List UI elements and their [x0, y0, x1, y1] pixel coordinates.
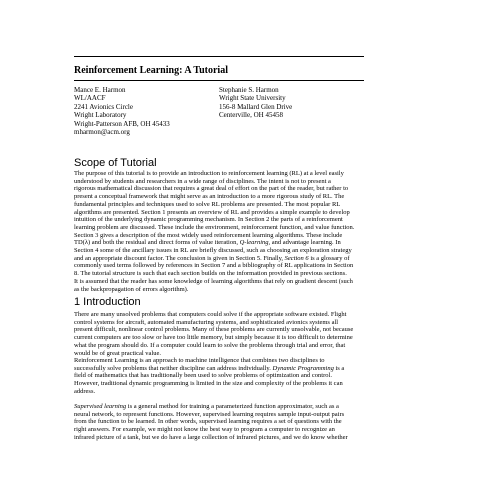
section-heading-introduction: 1 Introduction: [74, 296, 141, 308]
text-line: There are many unsolved problems that computers could solve if the appropriate software existed. Flight: [74, 311, 347, 318]
paragraph-intro-1: [74, 311, 434, 357]
paragraph-intro-2: [74, 357, 434, 396]
author-affiliation: Wright State University: [219, 94, 286, 103]
text-line: Supervised learning is a general method for training a parameterized function approximator, such as a: [74, 403, 339, 410]
text-line: neural network, to represent functions. However, supervised learning requires sample input-output pairs: [74, 410, 345, 418]
text-line: algorithms are presented. Section 1 presents an overview of RL and provides a simple example to develop: [74, 208, 350, 216]
text-line: field of mathematics that has traditionally been used to solve problems of optimization and control.: [74, 372, 332, 380]
text-line: TD(λ) and both the residual and direct forms of value iteration, Q-learning, and advantage learning. In: [74, 239, 341, 247]
text-line: learning problem are discussed. These include the environment, reinforcement function, and value function.: [74, 223, 355, 231]
text-line: commonly used terms followed by references in Section 7 and a bibliography of RL applications in Section: [74, 262, 354, 270]
text-line: Section 3 gives a description of the most widely used reinforcement learning algorithms. These include: [74, 231, 343, 239]
text-line: right answers. For example, we might not know the best way to program a computer to recognize an: [74, 426, 335, 434]
title-rule: [74, 80, 364, 81]
text-line: control systems for aircraft, automated manufacturing systems, and sophisticated avionics systems all: [74, 318, 339, 326]
author-name: Stephanie S. Harmon: [219, 86, 279, 94]
author-name: Mance E. Harmon: [74, 86, 126, 94]
text-line: 8. The tutorial structure is such that each section builds on the information provided in previous sections.: [74, 270, 347, 278]
text-line: address.: [74, 387, 96, 395]
text-line: rigorous mathematical discussion that requires a great deal of effort on the part of the reader, but rather to: [74, 185, 349, 193]
author-block-1: [74, 86, 170, 136]
author-affiliation: Wright Laboratory: [74, 111, 127, 120]
text-line: present difficult, nonlinear control problems. Many of these problems are currently unsolvable, not because: [74, 326, 354, 334]
author-address-line: 156-8 Mallard Glen Drive: [219, 102, 293, 111]
author-address-line: 2241 Avionics Circle: [74, 102, 133, 111]
text-line: understood by students and researchers in a wide range of disciplines. The intent is not to present a: [74, 177, 331, 185]
paragraph-intro-3: [74, 403, 434, 442]
author-affiliation: WL/AACF: [74, 94, 106, 103]
paper-title: Reinforcement Learning: A Tutorial: [74, 65, 228, 76]
text-line: as the backpropagation of errors algorithm).: [74, 285, 189, 293]
author-block-2: [219, 86, 292, 120]
author-email: mharmon@acm.org: [74, 128, 130, 137]
text-line: from the function to be learned. In other words, supervised learning requires a set of questions with the: [74, 418, 342, 426]
text-line: what the program should do. If a computer could learn to solve the problems through trial and error, that: [74, 341, 346, 349]
text-line: successfully solve problems that neither discipline can address individually. Dynamic Programming is a: [74, 364, 345, 372]
text-line: The purpose of this tutorial is to provide an introduction to reinforcement learning (RL) at a level easily: [74, 170, 344, 177]
top-rule: [74, 56, 364, 57]
text-line: infrared picture of a tank, but we do have a large collection of infrared pictures, and we do know whether: [74, 433, 348, 441]
section-heading-scope: Scope of Tutorial: [74, 157, 157, 169]
text-line: and an appropriate discount factor. The conclusion is given in Section 5. Finally, Section 6 is a glossary of: [74, 254, 350, 262]
author-address-line: Wright-Patterson AFB, OH 45433: [74, 119, 170, 128]
text-line: Reinforcement Learning is an approach to machine intelligence that combines two disciplines to: [74, 357, 325, 364]
paragraph-scope: [74, 170, 434, 293]
text-line: intuition of the underlying dynamic programming mechanism. In Section 2 the parts of a reinforcement: [74, 216, 343, 224]
text-line: would be of great practical value.: [74, 349, 161, 357]
text-line: Section 4 some of the ancillary issues in RL are briefly discussed, such as choosing an exploration strategy: [74, 247, 352, 255]
text-line: present a conceptual framework that might serve as an introduction to a more rigorous study of RL. The: [74, 193, 345, 201]
text-line: current computers are too slow or have too little memory, but simply because it is too difficult to determine: [74, 334, 353, 342]
text-line: fundamental principles and techniques used to solve RL problems are presented. The most popular RL: [74, 200, 341, 208]
text-line: However, traditional dynamic programming is limited in the size and complexity of the problems it can: [74, 380, 343, 388]
text-line: It is assumed that the reader has some knowledge of learning algorithms that rely on gradient descent (such: [74, 277, 353, 285]
author-address-line: Centerville, OH 45458: [219, 111, 283, 120]
